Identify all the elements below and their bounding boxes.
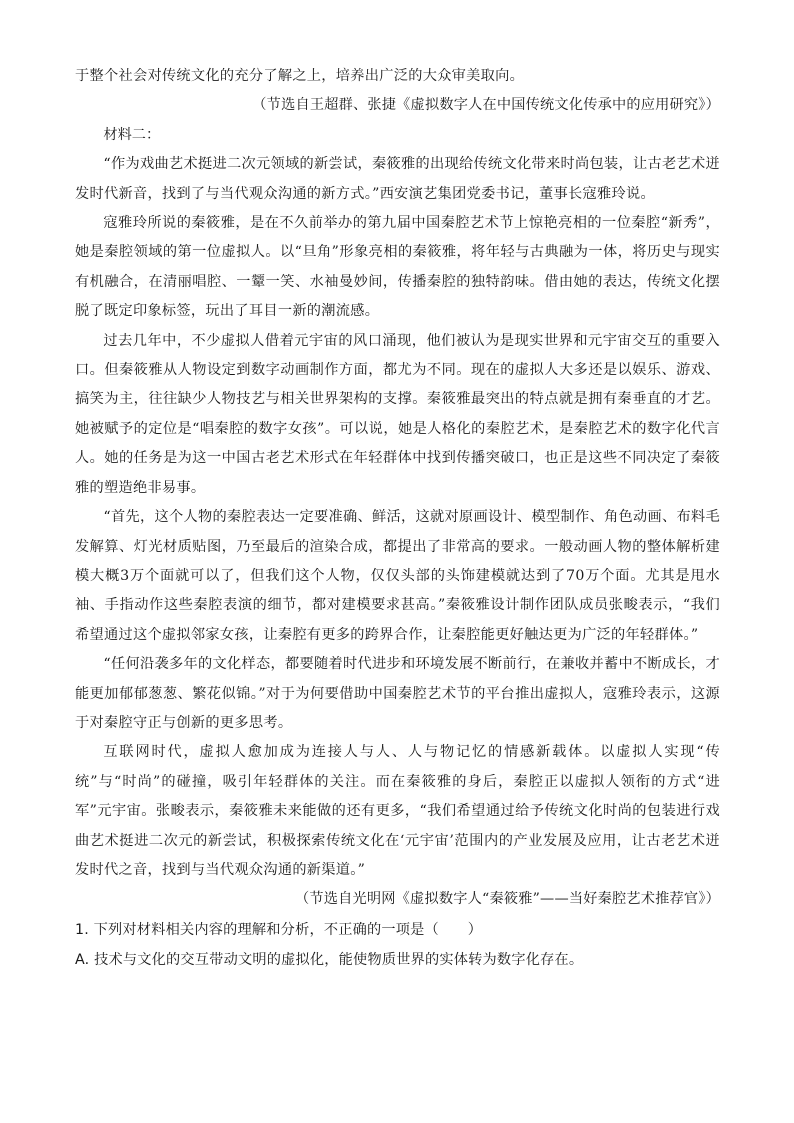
article-page bbox=[75, 62, 720, 975]
option-a[interactable]: A. 技术与文化的交互带动文明的虚拟化，能使物质世界的实体转为数字化存在。 bbox=[75, 951, 584, 968]
paragraph-5: “任何沿袭多年的文化样态，都要随着时代进步和环境发展不断前行，在兼收并蓄中不断成长，才能更加郁郁葱葱、繁花似锦。”对于为何要借助中国秦腔艺术节的平台推出虚拟人，寇雅玲表示，这源于对秦腔守正与创新的更多思考。 bbox=[75, 656, 720, 731]
source-citation-1: （节选自王超群、张捷《虚拟数字人在中国传统文化传承中的应用研究》） bbox=[252, 97, 720, 114]
paragraph-1: “作为戏曲艺术挺进二次元领域的新尝试，秦筱雅的出现给传统文化带来时尚包装，让古老艺术迸发时代新音，找到了与当代观众沟通的新方式。”西安演艺集团党委书记，董事长寇雅玲说。 bbox=[75, 156, 720, 202]
source-citation-2: （节选自光明网《虚拟数字人“秦筱雅”——当好秦腔艺术推荐官》） bbox=[294, 891, 720, 908]
paragraph-3: 过去几年中，不少虚拟人借着元宇宙的风口涌现，他们被认为是现实世界和元宇宙交互的重要入口。但秦筱雅从人物设定到数字动画制作方面，都尤为不同。现在的虚拟人大多还是以娱乐、游戏、搞笑为主，往往缺少人物技艺与相关世界架构的支撑。秦筱雅最突出的特点就是拥有秦垂直的才艺。她被赋予的定位是“唱秦腔的数字女孩”。可以说，她是人格化的秦腔艺术，是秦腔艺术的数字化代言人。她的任务是为这一中国古老艺术形式在年轻群体中找到传播突破口，也正是这些不同决定了秦筱雅的塑造绝非易事。 bbox=[75, 332, 720, 496]
paragraph-6: 互联网时代，虚拟人愈加成为连接人与人、人与物记忆的情感新载体。以虚拟人实现“传统”与“时尚”的碰撞，吸引年轻群体的关注。而在秦筱雅的身后，秦腔正以虚拟人领衔的方式“进军”元宇宙。张畯表示，秦筱雅未来能做的还有更多，“我们希望通过给予传统文化时尚的包装进行戏曲艺术挺进二次元的新尝试，积极探索传统文化在‘元宇宙’范围内的产业发展及应用，让古老艺术迸发时代之音，找到与当代观众沟通的新渠道。” bbox=[75, 744, 720, 878]
paragraph-4: “首先，这个人物的秦腔表达一定要准确、鲜活，这就对原画设计、模型制作、角色动画、布料毛发解算、灯光材质贴图，乃至最后的渲染合成，都提出了非常高的要求。一般动画人物的整体解析建模大概3万个面就可以了，但我们这个人物，仅仅头部的头饰建模就达到了70万个面。尤其是甩水袖、手指动作这些秦腔表演的细节，都对建模要求甚高。”秦筱雅设计制作团队成员张畯表示，“我们希望通过这个虚拟邻家女孩，让秦腔有更多的跨界合作，让秦腔能更好触达更为广泛的年轻群体。” bbox=[75, 509, 720, 643]
question-stem: 1. 下列对材料相关内容的理解和分析，不正确的一项是（ ） bbox=[75, 921, 483, 938]
opening-line: 于整个社会对传统文化的充分了解之上，培养出广泛的大众审美取向。 bbox=[75, 68, 525, 84]
material-2-heading: 材料二： bbox=[103, 126, 161, 143]
paragraph-2: 寇雅玲所说的秦筱雅，是在不久前举办的第九届中国秦腔艺术节上惊艳亮相的一位秦腔“新秀”，她是秦腔领域的第一位虚拟人。以“旦角”形象亮相的秦筱雅，将年轻与古典融为一体，将历史与现实有机融合，在清丽唱腔、一颦一笑、水袖曼妙间，传播秦腔的独特韵味。借由她的表达，传统文化摆脱了既定印象标签，玩出了耳目一新的潮流感。 bbox=[75, 215, 720, 320]
